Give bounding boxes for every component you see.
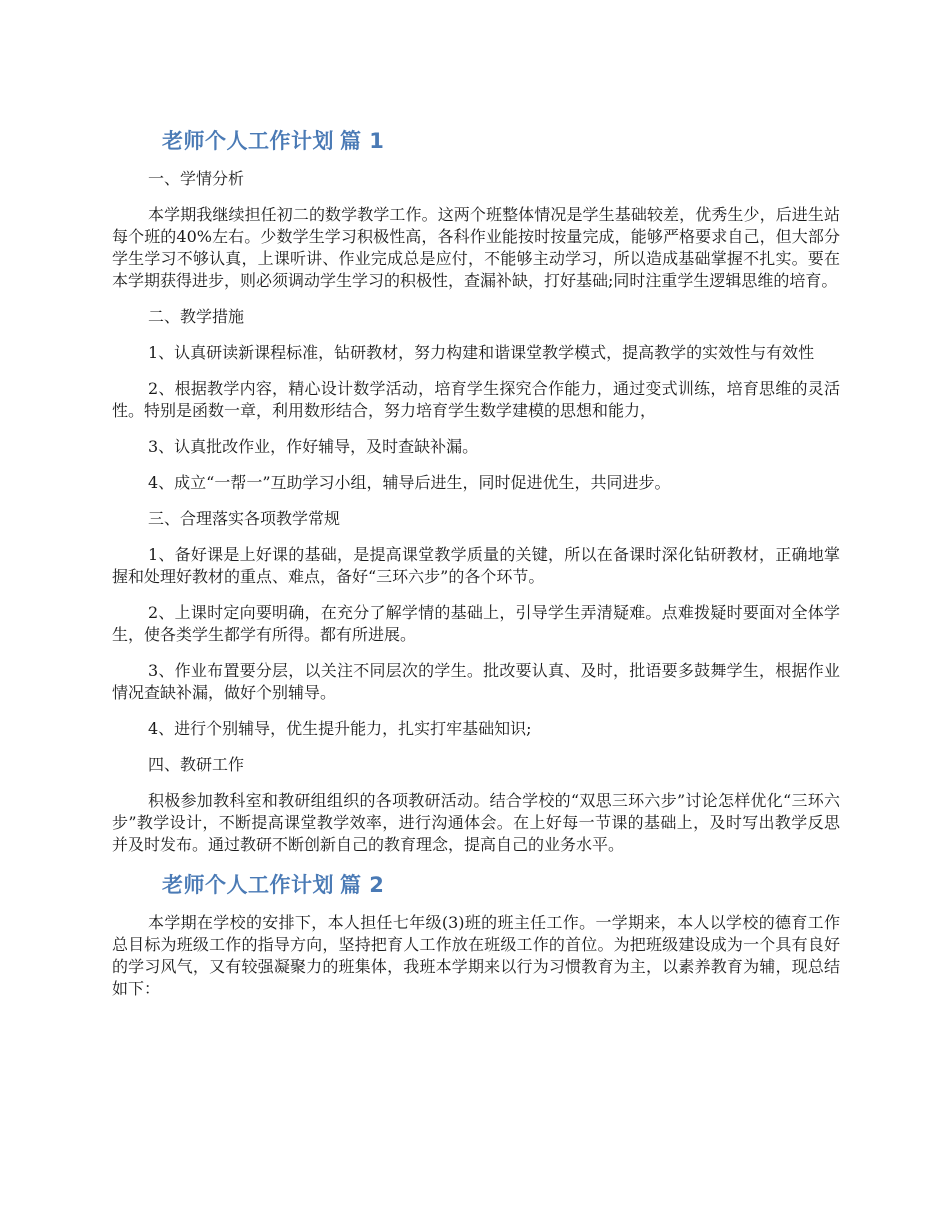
section-1-title: 老师个人工作计划 篇 1 bbox=[162, 129, 385, 153]
section-1-heading-routine: 三、合理落实各项教学常规 bbox=[148, 509, 341, 528]
section-1-measure-4: 4、成立“一帮一”互助学习小组，辅导后进生，同时促进优生，共同进步。 bbox=[148, 473, 671, 492]
section-1-measure-2: 2、根据教学内容，精心设计数学活动，培育学生探究合作能力，通过变式训练，培育思维的灵活性。特别是函数一章，利用数形结合，努力培育学生数学建模的思想和能力， bbox=[112, 379, 840, 420]
section-2-title: 老师个人工作计划 篇 2 bbox=[162, 873, 385, 897]
section-1-routine-4: 4、进行个别辅导，优生提升能力，扎实打牢基础知识; bbox=[148, 719, 532, 738]
section-1-paragraph-analysis: 本学期我继续担任初二的数学教学工作。这两个班整体情况是学生基础较差，优秀生少，后进生站每个班的40%左右。少数学生学习积极性高，各科作业能按时按量完成，能够严格要求自己，但大部分学生学习不够认真，上课听讲、作业完成总是应付，不能够主动学习，所以造成基础掌握不扎实。要在本学期获得进步，则必须调动学生学习的积极性，查漏补缺，打好基础;同时注重学生逻辑思维的培育。 bbox=[112, 205, 840, 290]
section-1-routine-2: 2、上课时定向要明确，在充分了解学情的基础上，引导学生弄清疑难。点难拨疑时要面对全体学生，使各类学生都学有所得。都有所进展。 bbox=[112, 603, 840, 644]
document-page bbox=[112, 126, 840, 1014]
section-1-heading-measures: 二、教学措施 bbox=[148, 307, 245, 326]
section-1-measure-1: 1、认真研读新课程标准，钻研教材，努力构建和谐课堂教学模式，提高教学的实效性与有效性 bbox=[148, 343, 815, 362]
section-1-measure-3: 3、认真批改作业，作好辅导，及时查缺补漏。 bbox=[148, 437, 479, 456]
section-1-heading-analysis: 一、学情分析 bbox=[148, 169, 245, 188]
section-1-routine-1: 1、备好课是上好课的基础，是提高课堂教学质量的关键，所以在备课时深化钻研教材，正确地掌握和处理好教材的重点、难点，备好“三环六步”的各个环节。 bbox=[112, 545, 840, 586]
section-2-paragraph-intro: 本学期在学校的安排下，本人担任七年级(3)班的班主任工作。一学期来，本人以学校的德育工作总目标为班级工作的指导方向，坚持把育人工作放在班级工作的首位。为把班级建设成为一个具有良好的学习风气，又有较强凝聚力的班集体，我班本学期来以行为习惯教育为主，以素养教育为辅，现总结如下： bbox=[112, 913, 840, 998]
section-1-paragraph-research: 积极参加教科室和教研组组织的各项教研活动。结合学校的“双思三环六步”讨论怎样优化“三环六步”教学设计，不断提高课堂教学效率，进行沟通体会。在上好每一节课的基础上，及时写出教学反思并及时发布。通过教研不断创新自己的教育理念，提高自己的业务水平。 bbox=[112, 791, 840, 854]
section-1-heading-research: 四、教研工作 bbox=[148, 755, 245, 774]
section-1-routine-3: 3、作业布置要分层，以关注不同层次的学生。批改要认真、及时，批语要多鼓舞学生，根据作业情况查缺补漏，做好个别辅导。 bbox=[112, 661, 840, 702]
